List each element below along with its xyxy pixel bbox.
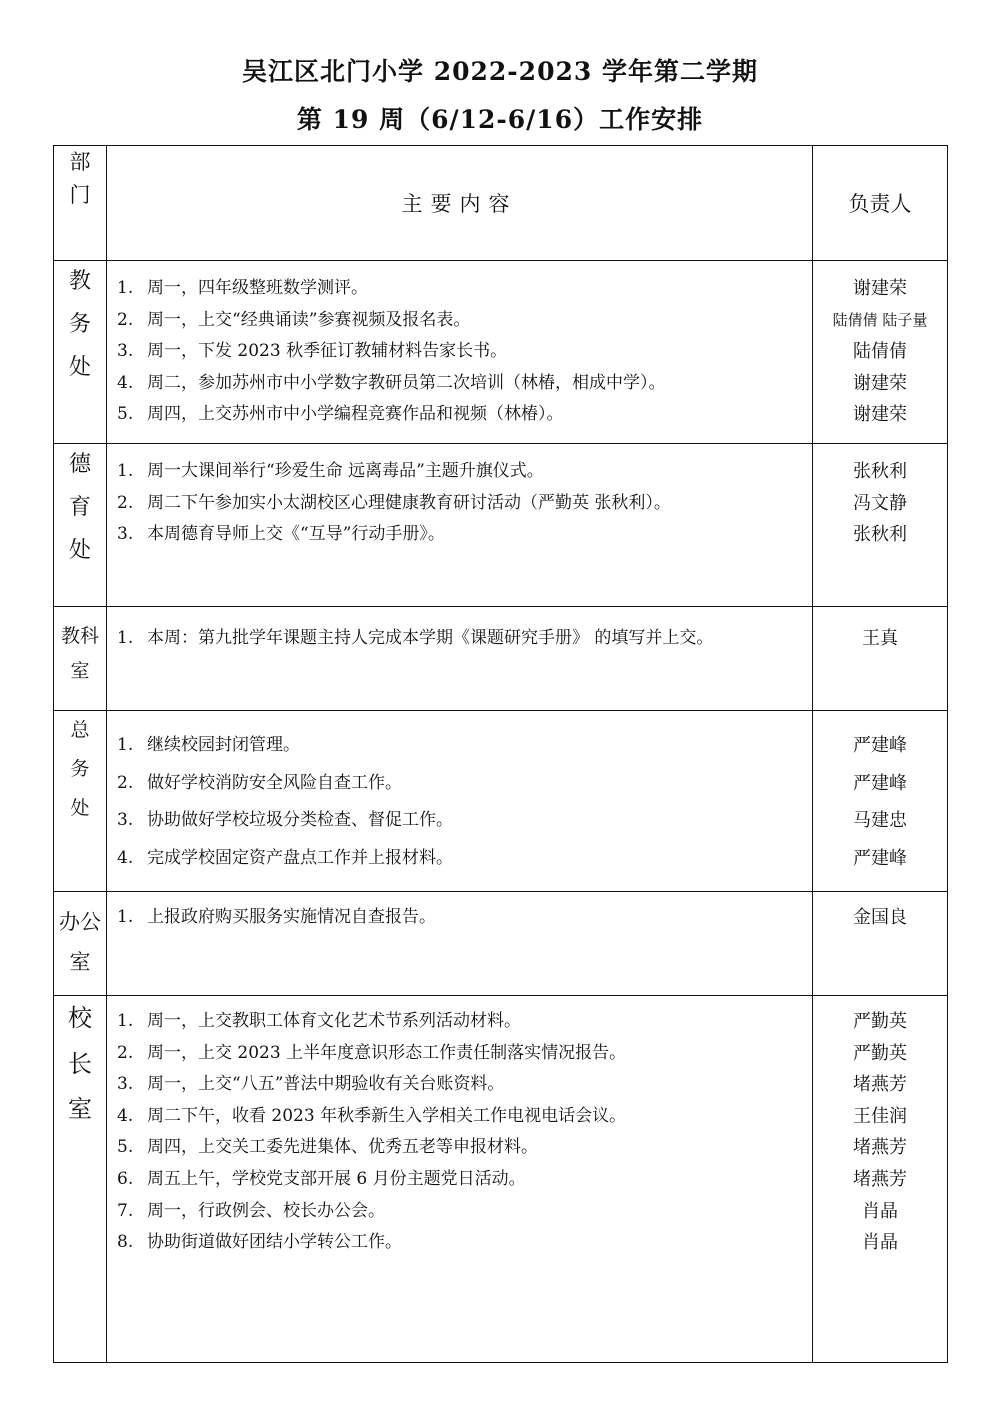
responsible-list xyxy=(813,607,947,655)
responsible-cell xyxy=(813,711,948,892)
dept-cell xyxy=(54,996,107,1363)
dept-cell xyxy=(54,892,107,996)
dept-cell xyxy=(54,711,107,892)
responsible-list xyxy=(813,711,947,877)
responsible-name: 肖晶 xyxy=(862,1200,898,1222)
list-item: 2. 周一，上交“经典诵读”参赛视频及报名表。 xyxy=(117,309,471,330)
section-row-zongwu xyxy=(54,711,948,892)
item-list xyxy=(107,607,812,655)
list-item: 8. 协助街道做好团结小学转公工作。 xyxy=(117,1232,402,1253)
responsible-cell xyxy=(813,444,948,607)
list-item: 5. 周四，上交苏州市中小学编程竞赛作品和视频（林椿）。 xyxy=(117,404,564,424)
list-item: 2. 做好学校消防安全风险自查工作。 xyxy=(117,772,402,793)
header-dept-cell xyxy=(54,146,107,261)
responsible-name: 张秋利 xyxy=(853,461,907,482)
list-item: 4. 周二下午，收看 2023 年秋季新生入学相关工作电视电话会议。 xyxy=(117,1105,627,1126)
responsible-name: 冯文静 xyxy=(853,492,907,514)
responsible-name: 肖晶 xyxy=(862,1232,898,1254)
list-item: 1. 本周：第九批学年课题主持人完成本学期《课题研究手册》 的填写并上交。 xyxy=(117,628,714,648)
responsible-cell xyxy=(813,607,948,711)
content-cell xyxy=(107,607,813,711)
responsible-list xyxy=(813,444,947,551)
list-item: 3. 周一，上交“八五”普法中期验收有关台账资料。 xyxy=(117,1074,505,1095)
header-responsible-label: 负责人 xyxy=(813,146,948,261)
responsible-name: 陆倩倩 陆子量 xyxy=(832,310,928,329)
list-item: 1. 周一，四年级整班数学测评。 xyxy=(117,278,368,298)
list-item: 6. 周五上午，学校党支部开展 6 月份主题党日活动。 xyxy=(117,1168,526,1189)
responsible-name: 张秋利 xyxy=(853,524,907,545)
list-item: 2. 周二下午参加实小太湖校区心理健康教育研讨活动（严勤英 张秋利）。 xyxy=(117,492,671,513)
list-item: 4. 完成学校固定资产盘点工作并上报材料。 xyxy=(117,847,453,868)
list-item: 1. 周一大课间举行“珍爱生命 远离毒品”主题升旗仪式。 xyxy=(117,461,544,481)
responsible-name: 谢建荣 xyxy=(853,404,907,425)
dept-label: 德育处 xyxy=(68,452,91,563)
responsible-cell xyxy=(813,892,948,996)
responsible-list xyxy=(813,996,947,1259)
list-item: 7. 周一，行政例会、校长办公会。 xyxy=(117,1200,385,1221)
responsible-list xyxy=(813,261,947,431)
list-item: 3. 协助做好学校垃圾分类检查、督促工作。 xyxy=(117,810,453,830)
list-item: 1. 上报政府购买服务实施情况自查报告。 xyxy=(117,907,436,927)
dept-label: 教科室 xyxy=(60,625,99,682)
responsible-list xyxy=(813,892,947,934)
section-row-jiaoke xyxy=(54,607,948,711)
content-cell xyxy=(107,892,813,996)
dept-cell xyxy=(54,444,107,607)
responsible-name: 马建忠 xyxy=(853,810,907,831)
responsible-name: 金国良 xyxy=(853,907,907,928)
item-list xyxy=(107,996,812,1259)
responsible-name: 堵燕芳 xyxy=(853,1137,907,1159)
dept-label: 教务处 xyxy=(68,269,91,380)
responsible-name: 严勤英 xyxy=(853,1042,907,1064)
section-row-jiaowu xyxy=(54,261,948,444)
responsible-name: 谢建荣 xyxy=(853,372,907,394)
list-item: 4. 周二，参加苏州市中小学数字教研员第二次培训（林椿，相成中学）。 xyxy=(117,372,666,393)
header-content-label: 主要内容 xyxy=(107,146,813,261)
item-list xyxy=(107,711,812,877)
dept-label: 总务处 xyxy=(70,719,90,819)
dept-cell xyxy=(54,607,107,711)
responsible-name: 严建峰 xyxy=(853,735,907,756)
dept-cell xyxy=(54,261,107,444)
dept-label: 校长室 xyxy=(67,1004,92,1124)
responsible-cell xyxy=(813,996,948,1363)
list-item: 1. 周一，上交教职工体育文化艺术节系列活动材料。 xyxy=(117,1011,521,1031)
list-item: 3. 本周德育导师上交《“互导”行动手册》。 xyxy=(117,524,445,544)
list-item: 1. 继续校园封闭管理。 xyxy=(117,735,300,755)
content-cell xyxy=(107,711,813,892)
responsible-name: 谢建荣 xyxy=(853,278,907,299)
section-row-bangong xyxy=(54,892,948,996)
list-item: 3. 周一，下发 2023 秋季征订教辅材料告家长书。 xyxy=(117,341,508,361)
item-list xyxy=(107,261,812,431)
header-row xyxy=(54,146,948,261)
responsible-name: 陆倩倩 xyxy=(853,341,907,362)
responsible-name: 严建峰 xyxy=(853,772,907,794)
item-list xyxy=(107,444,812,551)
content-cell xyxy=(107,444,813,607)
section-row-xiaozhang xyxy=(54,996,948,1363)
section-row-deyu xyxy=(54,444,948,607)
document-title: 吴江区北门小学 2022-2023 学年第二学期 xyxy=(242,57,758,86)
schedule-table xyxy=(53,145,948,1363)
item-list xyxy=(107,892,812,934)
responsible-name: 王佳润 xyxy=(853,1105,907,1127)
responsible-cell xyxy=(813,261,948,444)
responsible-name: 堵燕芳 xyxy=(853,1168,907,1190)
content-cell xyxy=(107,261,813,444)
responsible-name: 王真 xyxy=(862,628,898,649)
content-cell xyxy=(107,996,813,1363)
dept-label: 办公室 xyxy=(59,910,101,974)
header-dept-label: 部门 xyxy=(69,150,91,207)
list-item: 2. 周一，上交 2023 上半年度意识形态工作责任制落实情况报告。 xyxy=(117,1042,627,1063)
responsible-name: 严建峰 xyxy=(853,847,907,869)
responsible-name: 严勤英 xyxy=(853,1011,907,1032)
list-item: 5. 周四，上交关工委先进集体、优秀五老等申报材料。 xyxy=(117,1137,538,1158)
document-subtitle: 第 19 周（6/12-6/16）工作安排 xyxy=(296,105,704,134)
responsible-name: 堵燕芳 xyxy=(853,1074,907,1096)
